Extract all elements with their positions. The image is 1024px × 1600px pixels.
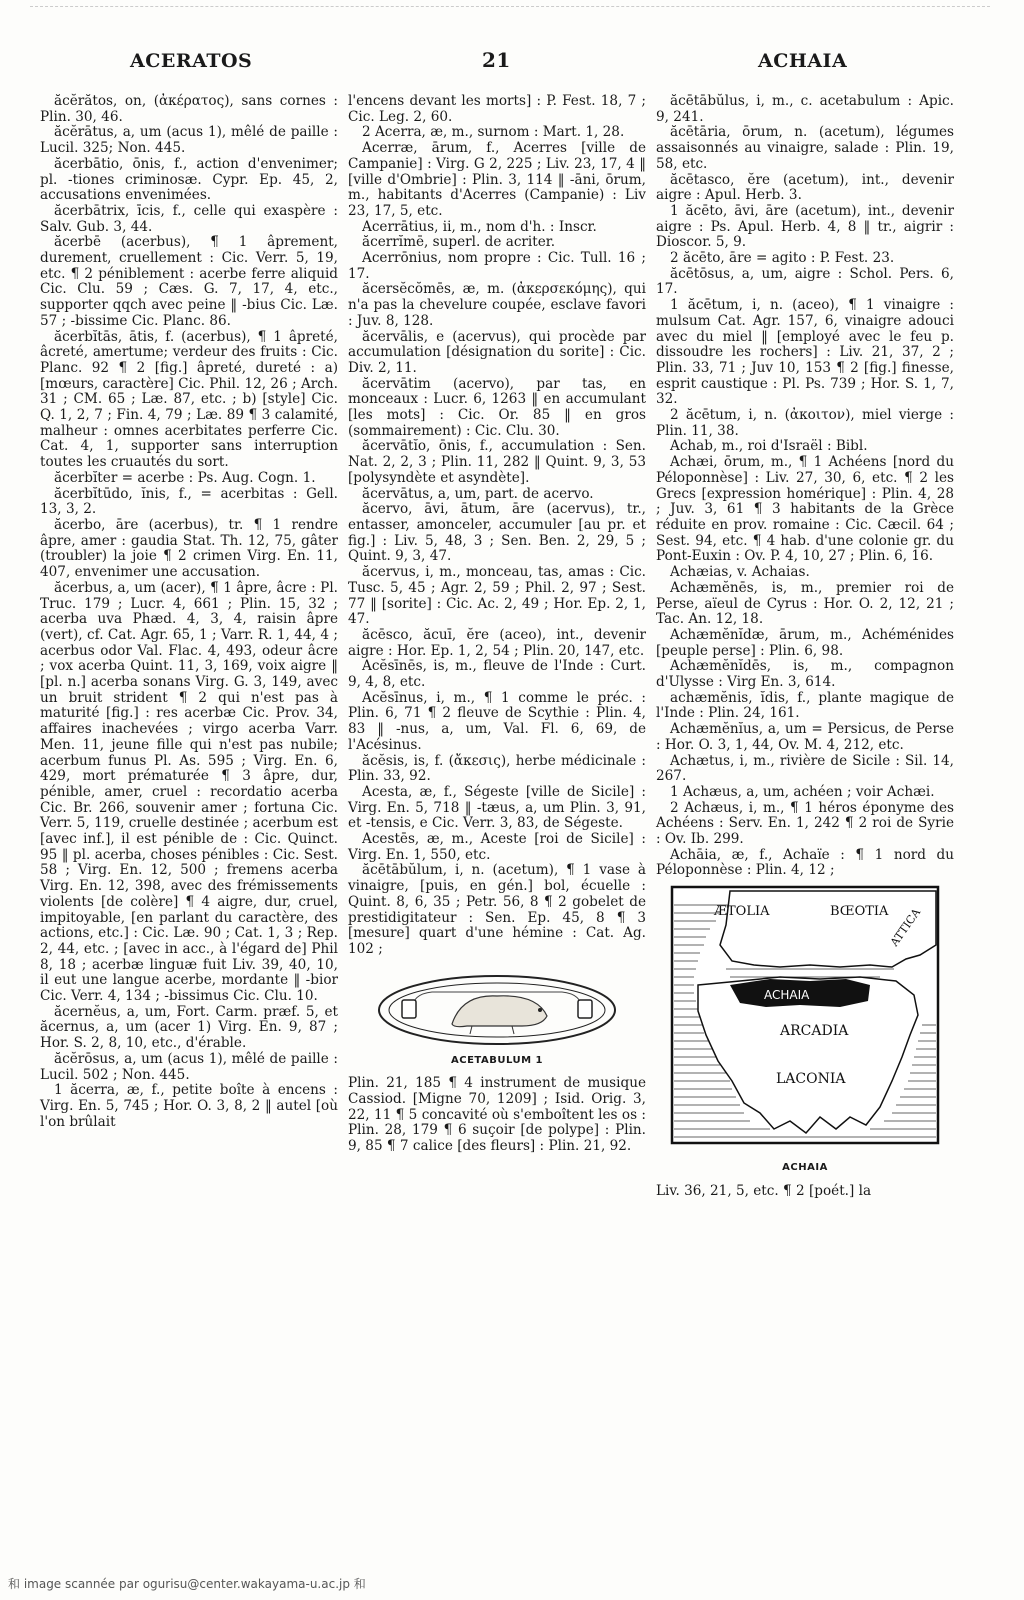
map-label-laconia: LACONIA xyxy=(776,1071,846,1088)
dict-entry: Plin. 21, 185 ¶ 4 instrument de musique Cassiod. [Migne 70, 1209] ; Isid. Orig. 3, 22, 11 ¶ 5 concavité où s'emboîtent les os : Plin. 28, 179 ¶ 6 suçoir [de polype] : Plin. 9, 85 ¶ 7 calice [des fleurs] : Plin. 21, 92. xyxy=(348,1075,646,1155)
acetabulum-caption: ACETABULUM 1 xyxy=(451,1054,543,1066)
dict-entry: ăcētāria, ōrum, n. (acetum), légumes assaisonnés au vinaigre, salade : Plin. 19, 58, etc. xyxy=(656,124,954,172)
dict-entry: Achæias, v. Achaias. xyxy=(670,564,810,581)
dict-entry: Acĕsīnus, i, m., ¶ 1 comme le préc. : Plin. 6, 71 ¶ 2 fleuve de Scythie : Plin. 4, 83 ‖ -nus, a, um, Val. Fl. 6, 69, de l'Acésinus. xyxy=(348,689,646,753)
dict-entry: ăcerbĭter = acerbe : Ps. Aug. Cogn. 1. xyxy=(54,469,316,486)
page-number: 21 xyxy=(482,48,511,72)
achaia-map-figure xyxy=(656,885,954,1176)
scan-edge xyxy=(30,6,990,7)
dict-entry: Acerrātius, ii, m., nom d'h. : Inscr. xyxy=(362,218,597,235)
dict-entry: Achæmĕnĭdēs, is, m., compagnon d'Ulysse : Virg En. 3, 614. xyxy=(656,658,954,691)
dict-entry: ăcēsco, ăcuī, ĕre (aceo), int., devenir aigre : Hor. Ep. 1, 2, 54 ; Plin. 20, 147, etc. xyxy=(348,626,646,659)
dict-entry: 1 ăcēto, āvi, āre (acetum), int., devenir aigre : Ps. Apul. Herb. 4, 8 ‖ tr., aigrir : Dioscor. 5, 9. xyxy=(656,202,954,251)
column-1 xyxy=(40,94,338,1130)
header-right-word: ACHAIA xyxy=(758,50,848,72)
map-label-attica: ATTICA xyxy=(887,906,924,949)
dict-entry: Achæi, ōrum, m., ¶ 1 Achéens [nord du Péloponnèse] : Liv. 27, 30, 6, etc. ¶ 2 les Grecs [expression homérique] : Plin. 4, 28 ; Juv. 3, 61 ¶ 3 habitants de la Grèce réduite en prov. romaine : Cic. Cæcil. 64 ; Sest. 94, etc. ¶ 4 hab. d'une colonie gr. du Pont-Euxin : Ov. P. 4, 10, 27 ; Plin. 6, 16. xyxy=(656,454,954,565)
dict-entry: 1 ăcerra, æ, f., petite boîte à encens : Virg. En. 5, 745 ; Hor. O. 3, 8, 2 ‖ autel [où l'on brûlait xyxy=(40,1082,338,1130)
dict-entry: achæmĕnis, ĭdis, f., plante magique de l'Inde : Plin. 24, 161. xyxy=(656,689,954,722)
dict-entry: ăcerbus, a, um (acer), ¶ 1 âpre, âcre : Pl. Truc. 179 ; Lucr. 4, 661 ; Plin. 15, 32 ; acerba uva Phæd. 4, 3, 4, raisin âpre (vert), cf. Cat. Agr. 65, 1 ; Varr. R. 1, 44, 4 ; acerbus odor Val. Flac. 4, 493, odeur âcre ; vox acerba Quint. 11, 3, 169, voix aigre ‖ [pl. n.] acerba sonans Virg. G. 3, 149, avec un bruit strident ¶ 2 qui n'est pas à maturité [fig.] : res acerbæ Cic. Prov. 34, affaires inachevées ; virgo acerba Varr. Men. 11, jeune fille qui n'est pas nubile; acerbum funus Pl. As. 595 ; Virg. En. 6, 429, mort prématurée ¶ 3 âpre, dur, pénible, amer, cruel : recordatio acerba Cic. Br. 266, souvenir amer ; fortuna Cic. Verr. 5, 119, cruelle destinée ; acerbum est [avec inf.], il est pénible de : Cic. Quinct. 95 ‖ pl. acerba, choses pénibles : Cic. Sest. 58 ; Virg. En. 12, 500 ; fremens acerba Virg. En. 12, 398, avec des frémissements violents [de colère] ¶ 4 aigre, dur, cruel, impitoyable, [en parlant du caractère, des actions, etc.] : Cic. Læ. 90 ; Cat. 1, 3 ; Rep. 2, 44, etc. ; [avec in acc., à l'égard de] Phil 8, 18 ; acerbæ linguæ fuit Liv. 39, 40, 10, il eut une langue acerbe, mordante ‖ -bior Cic. Verr. 4, 134 ; -bissimus Cic. Clu. 10. xyxy=(40,579,338,1005)
dict-entry: 2 Acerra, æ, m., surnom : Mart. 1, 28. xyxy=(362,124,625,141)
dict-entry: ăcervo, āvi, ātum, āre (acervus), tr., entasser, amonceler, accumuler [au pr. et fig.] : Liv. 5, 48, 3 ; Sen. Ben. 2, 29, 5 ; Quint. 9, 3, 47. xyxy=(348,501,646,565)
map-label-arcadia: ARCADIA xyxy=(780,1023,849,1040)
dict-entry: ăcētōsus, a, um, aigre : Schol. Pers. 6, 17. xyxy=(656,265,954,298)
dict-entry: ăcerbĭtās, ātis, f. (acerbus), ¶ 1 âpreté, âcreté, amertume; verdeur des fruits : Cic. Planc. 92 ¶ 2 [fig.] âpreté, dureté : a) [mœurs, caractère] Cic. Phil. 12, 26 ; Arch. 31 ; CM. 65 ; Læ. 87, etc. ; b) [style] Cic. Q. 1, 2, 7 ; Fin. 4, 79 ; Læ. 89 ¶ 3 calamité, malheur : omnes acerbitates perferre Cic. Cat. 4, 1, supporter sans interruption toutes les cruautés du sort. xyxy=(40,328,338,471)
dict-entry: Acesta, æ, f., Ségeste [ville de Sicile] : Virg. En. 5, 718 ‖ -tæus, a, um Plin. 3, 91, et -tensis, e Cic. Verr. 3, 83, de Ségeste. xyxy=(348,783,646,832)
dict-entry: ăcervātĭo, ōnis, f., accumulation : Sen. Nat. 2, 2, 3 ; Plin. 11, 282 ‖ Quint. 9, 3, 53 [polysyndète et asyndète]. xyxy=(348,438,646,486)
dict-entry: 2 ăcēto, āre = agito : P. Fest. 23. xyxy=(670,250,895,267)
achaia-map xyxy=(670,885,940,1157)
dict-entry: Acestēs, æ, m., Aceste [roi de Sicile] : Virg. En. 1, 550, etc. xyxy=(348,831,646,863)
dict-entry: ăcervus, i, m., monceau, tas, amas : Cic. Tusc. 5, 45 ; Agr. 2, 59 ; Phil. 2, 97 ; Sest. 77 ‖ [sorite] : Cic. Ac. 2, 49 ; Hor. Ep. 2, 1, 47. xyxy=(348,564,646,628)
dict-entry: ăcervālis, e (acervus), qui procède par accumulation [désignation du sorite] : Cic. Div. 2, 11. xyxy=(348,328,646,376)
map-label-aetolia: ÆTOLIA xyxy=(714,904,770,920)
dict-entry: ăcervātim (acervo), par tas, en monceaux : Lucr. 6, 1263 ‖ en accumulant [les mots] : Cic. Or. 85 ‖ en gros (sommairement) : Cic. Clu. 30. xyxy=(348,375,646,439)
dict-entry: Liv. 36, 21, 5, etc. ¶ 2 [poét.] la xyxy=(656,1182,872,1199)
dict-entry: Achæmĕnĭdæ, ārum, m., Achéménides [peuple perse] : Plin. 6, 98. xyxy=(656,626,954,659)
dict-entry: Acĕsīnēs, is, m., fleuve de l'Inde : Curt. 9, 4, 8, etc. xyxy=(348,658,646,691)
scan-credit: 和 image scannée par ogurisu@center.wakayama-u.ac.jp 和 xyxy=(8,1577,366,1591)
map-label-boeotia: BŒOTIA xyxy=(830,904,889,920)
dict-entry: Acerræ, ārum, f., Acerres [ville de Campanie] : Virg. G 2, 225 ; Liv. 23, 17, 4 ‖ [ville d'Ombrie] : Plin. 3, 114 ‖ -āni, ōrum, m., habitants d'Acerres (Campanie) : Liv 23, 17, 5, etc. xyxy=(348,140,646,219)
dict-entry: ăcerbē (acerbus), ¶ 1 âprement, durement, cruellement : Cic. Verr. 5, 19, etc. ¶ 2 péniblement : acerbe ferre aliquid Cic. Clu. 59 ; Cæs. G. 7, 17, 4, etc., supporter qqch avec peine ‖ -bius Cic. Læ. 57 ; -bissime Cic. Planc. 86. xyxy=(40,234,338,329)
dict-entry: ăcĕrōsus, a, um (acus 1), mêlé de paille : Lucil. 502 ; Non. 445. xyxy=(40,1050,338,1083)
dict-entry: Achæmĕnĭus, a, um = Persicus, de Perse : Hor. O. 3, 1, 44, Ov. M. 4, 212, etc. xyxy=(656,721,954,753)
acetabulum-illustration xyxy=(372,964,622,1050)
achaia-caption: ACHAIA xyxy=(782,1162,828,1174)
dict-entry: ăcernĕus, a, um, Fort. Carm. præf. 5, et ăcernus, a, um (acer 1) Virg. En. 9, 87 ; Hor. S. 2, 8, 10, etc., d'érable. xyxy=(40,1003,338,1052)
dict-entry: ăcerbātrix, īcis, f., celle qui exaspère : Salv. Gub. 3, 44. xyxy=(40,202,338,235)
dict-entry: 2 Achæus, i, m., ¶ 1 héros éponyme des Achéens : Serv. En. 1, 242 ¶ 2 roi de Syrie : Ov. Ib. 299. xyxy=(656,799,954,848)
dict-entry: ăcētābŭlus, i, m., c. acetabulum : Apic. 9, 241. xyxy=(656,93,954,125)
dict-entry: 1 Achæus, a, um, achéen ; voir Achæi. xyxy=(670,783,935,800)
dict-entry: Achætus, i, m., rivière de Sicile : Sil. 14, 267. xyxy=(656,752,954,785)
dict-entry: ăcĕsis, is, f. (ἄκεσις), herbe médicinale : Plin. 33, 92. xyxy=(348,752,646,785)
dict-entry: 2 ăcētum, i, n. (ἀκοιτον), miel vierge : Plin. 11, 38. xyxy=(656,407,954,439)
column-3 xyxy=(656,94,954,1200)
dict-entry: 1 ăcētum, i, n. (aceo), ¶ 1 vinaigre : mulsum Cat. Agr. 157, 6, vinaigre adouci avec du miel ‖ [employé avec le feu p. dissoudre les rochers] : Liv. 21, 37, 2 ; Plin. 33, 71 ; Juv 10, 153 ¶ 2 [fig.] finesse, esprit caustique : Pl. Ps. 739 ; Hor. S. 1, 7, 32. xyxy=(656,297,954,408)
dict-entry: ăcerbātio, ōnis, f., action d'envenimer; pl. -tiones criminosæ. Cypr. Ep. 45, 2, accusations envenimées. xyxy=(40,155,338,204)
map-label-achaia: ACHAIA xyxy=(764,988,810,1003)
dict-entry: ăcersĕcŏmēs, æ, m. (ἀκερσεκόμης), qui n'a pas la chevelure coupée, esclave favori : Juv. 8, 128. xyxy=(348,281,646,329)
acetabulum-figure xyxy=(348,964,646,1069)
dict-entry: l'encens devant les morts] : P. Fest. 18, 7 ; Cic. Leg. 2, 60. xyxy=(348,93,646,125)
column-2 xyxy=(348,94,646,1155)
dict-entry: ăcerbĭtūdo, ĭnis, f., = acerbitas : Gell. 13, 3, 2. xyxy=(40,485,338,518)
header-left-word: ACERATOS xyxy=(130,50,253,72)
dict-entry: ăcĕrātus, a, um (acus 1), mêlé de paille : Lucil. 325; Non. 445. xyxy=(40,124,338,157)
dict-entry: ăcervātus, a, um, part. de acervo. xyxy=(362,485,594,502)
dict-entry: Achab, m., roi d'Israël : Bibl. xyxy=(670,438,868,455)
dict-entry: Acerrōnius, nom propre : Cic. Tull. 16 ; 17. xyxy=(348,250,646,282)
dict-entry: ăcētābŭlum, i, n. (acetum), ¶ 1 vase à vinaigre, [puis, en gén.] bol, écuelle : Quint. 8, 6, 35 ; Petr. 56, 8 ¶ 2 gobelet de prestidigitateur : Sen. Ep. 45, 8 ¶ 3 [mesure] quart d'une hémine : Cat. Ag. 102 ; xyxy=(348,862,646,957)
dict-entry: ăcerbo, āre (acerbus), tr. ¶ 1 rendre âpre, amer : gaudia Stat. Th. 12, 75, gâter (troubler) la joie ¶ 2 crimen Virg. En. 11, 407, envenimer une accusation. xyxy=(40,516,338,581)
dict-entry: Achāia, æ, f., Achaïe : ¶ 1 nord du Péloponnèse : Plin. 4, 12 ; xyxy=(656,846,954,879)
dict-entry: ăcētasco, ĕre (acetum), int., devenir aigre : Apul. Herb. 3. xyxy=(656,171,954,204)
dict-entry: ăcerrĭmē, superl. de acriter. xyxy=(362,234,556,251)
page-header xyxy=(0,44,1024,80)
dict-entry: Achæmĕnēs, is, m., premier roi de Perse, aïeul de Cyrus : Hor. O. 2, 12, 21 ; Tac. An. 12, 18. xyxy=(656,579,954,628)
dict-entry: ăcĕrătos, on, (ἀκέρατος), sans cornes : Plin. 30, 46. xyxy=(40,93,338,125)
